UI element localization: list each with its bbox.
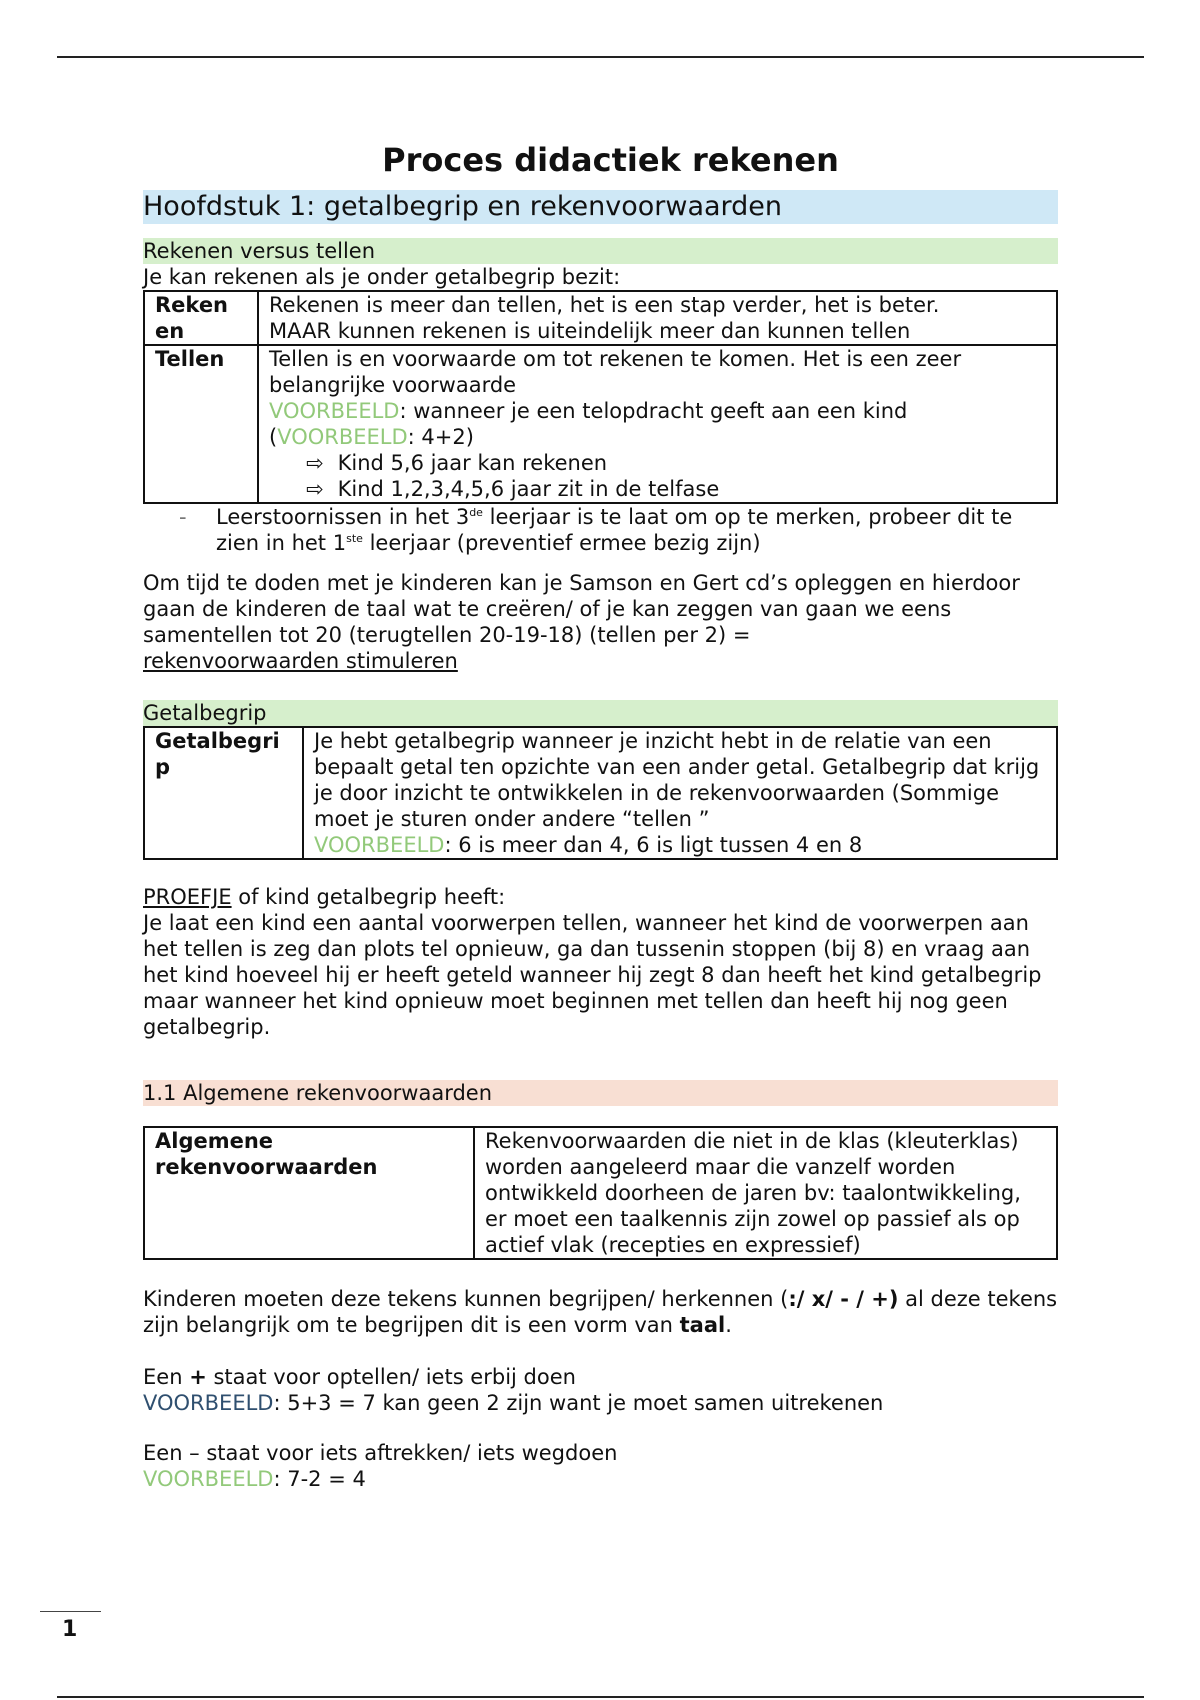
page-number: 1 [62,1617,78,1642]
bullet-text: leerjaar (preventief ermee bezig zijn) [362,531,761,555]
bold-signs: :/ x/ - / +) [788,1287,899,1311]
paragraph-text: staat voor optellen/ iets erbij doen [206,1365,576,1389]
plus-sign: + [189,1365,207,1389]
intro-line: Je kan rekenen als je onder getalbegrip bezit: [143,265,621,289]
example-text: : 4+2) [407,425,474,449]
row-head-tellen: Tellen [144,345,258,503]
paragraph-samson [143,570,1058,674]
superscript: ste [346,532,363,545]
paragraph-text: Een [143,1365,190,1389]
row-head-getalbegrip: Getalbegri p [144,727,303,859]
superscript: de [469,506,483,519]
paren: ( [269,425,278,449]
algemene-rekenvoorwaarden-table [143,1126,1058,1260]
example-label: VOORBEELD [143,1391,274,1415]
example-text: : 7-2 = 4 [273,1467,366,1491]
example-line [269,398,1046,424]
arrow-item [269,450,1046,476]
bullet-text: Leerstoornissen in het 3 [216,505,470,529]
bold-word: taal [679,1313,726,1337]
table-row [144,345,1057,503]
underlined-text: rekenvoorwaarden stimuleren [143,649,458,673]
row-head-algemene: Algemene rekenvoorwaarden [144,1127,474,1259]
section-heading-getalbegrip: Getalbegrip [143,700,1058,726]
plus-example [143,1390,1058,1416]
min-line: Een – staat voor iets aftrekken/ iets wegdoen [143,1441,618,1465]
proefje-text: Je laat een kind een aantal voorwerpen tellen, wanneer het kind de voorwerpen aan het tellen is zeg dan plots tel opnieuw, ga dan tussenin stoppen (bij 8) en vraag aan het kind hoeveel hij er heeft geteld wanneer hij zegt 8 dan heeft het kind getalbegrip maar wanneer het kind opnieuw moet beginnen met tellen dan heeft hij nog geen getalbegrip. [143,911,1042,1039]
document-body [143,136,1058,1492]
document-title: Proces didactiek rekenen [382,141,839,179]
example-label: VOORBEELD [143,1467,274,1491]
min-example [143,1466,1058,1492]
row-text: Rekenen is meer dan tellen, het is een stap verder, het is beter. [269,293,940,317]
paragraph-text: al deze tekens zijn belangrijk om te begrijpen dit is een vorm van [143,1287,1058,1337]
row-text: MAAR kunnen rekenen is uiteindelijk meer dan kunnen tellen [269,319,911,343]
example-text: : wanneer je een telopdracht geeft aan een kind [399,399,908,423]
example-line [314,832,1046,858]
footer-rule [40,1611,101,1612]
rekenen-tellen-table [143,290,1058,504]
row-head-rekenen: Reken en [144,291,258,345]
section-heading-rekenen-tellen: Rekenen versus tellen [143,238,1058,264]
arrow-item-text: Kind 1,2,3,4,5,6 jaar zit in de telfase [337,477,720,501]
bullet-item [143,504,1058,556]
underlined-text: PROEFJE [143,885,232,909]
arrow-item [269,476,1046,502]
row-body-tellen [258,345,1057,503]
table-row [144,1127,1057,1259]
subsection-heading-algemene: 1.1 Algemene rekenvoorwaarden [143,1080,1058,1106]
example-label: VOORBEELD [314,833,445,857]
row-text: Je hebt getalbegrip wanneer je inzicht hebt in de relatie van een bepaalt getal ten opzichte van een ander getal. Getalbegrip dat krijg je door inzicht te ontwikkelen in de rekenvoorwaarden (Sommige moet je sturen onder andere “tellen ” [314,729,1040,831]
plus-line [143,1364,1058,1390]
example-label: VOORBEELD [277,425,408,449]
example-label: VOORBEELD [269,399,400,423]
getalbegrip-table [143,726,1058,860]
row-body-algemene: Rekenvoorwaarden die niet in de klas (kleuterklas) worden aangeleerd maar die vanzelf worden ontwikkeld doorheen de jaren bv: taalontwikkeling, er moet een taalkennis zijn zowel op passief als op actief vlak (recepties en expressief) [474,1127,1057,1259]
paragraph-tekens [143,1286,1058,1338]
example-text: : 5+3 = 7 kan geen 2 zijn want je moet samen uitrekenen [273,1391,884,1415]
paragraph-text: . [725,1313,732,1337]
footer-bottom-rule [57,1696,1144,1698]
proefje-heading-text: of kind getalbegrip heeft: [231,885,506,909]
header-rule [57,56,1144,58]
arrow-right-icon: ⇨ [306,451,324,475]
bullet-text: leerjaar is te laat om op te merken, probeer dit te zien in het 1 [216,505,1013,555]
row-body-getalbegrip [303,727,1057,859]
arrow-right-icon: ⇨ [306,477,324,501]
row-text: Tellen is en voorwaarde om tot rekenen te komen. Het is een zeer belangrijke voorwaarde [269,347,962,397]
chapter-heading: Hoofdstuk 1: getalbegrip en rekenvoorwaarden [143,190,1058,224]
table-row [144,291,1057,345]
bullet-dash: - [179,505,187,529]
paragraph-text: Kinderen moeten deze tekens kunnen begrijpen/ herkennen ( [143,1287,789,1311]
row-body-rekenen [258,291,1057,345]
arrow-item-text: Kind 5,6 jaar kan rekenen [337,451,608,475]
proefje-heading [143,884,1058,910]
example-line [269,424,1046,450]
table-row [144,727,1057,859]
example-text: : 6 is meer dan 4, 6 is ligt tussen 4 en 8 [444,833,863,857]
paragraph-text: Om tijd te doden met je kinderen kan je Samson en Gert cd’s opleggen en hierdoor gaan de kinderen de taal wat te creëren/ of je kan zeggen van gaan we eens samentellen tot 20 (terugtellen 20-19-18) (tellen per 2) = [143,571,1020,647]
